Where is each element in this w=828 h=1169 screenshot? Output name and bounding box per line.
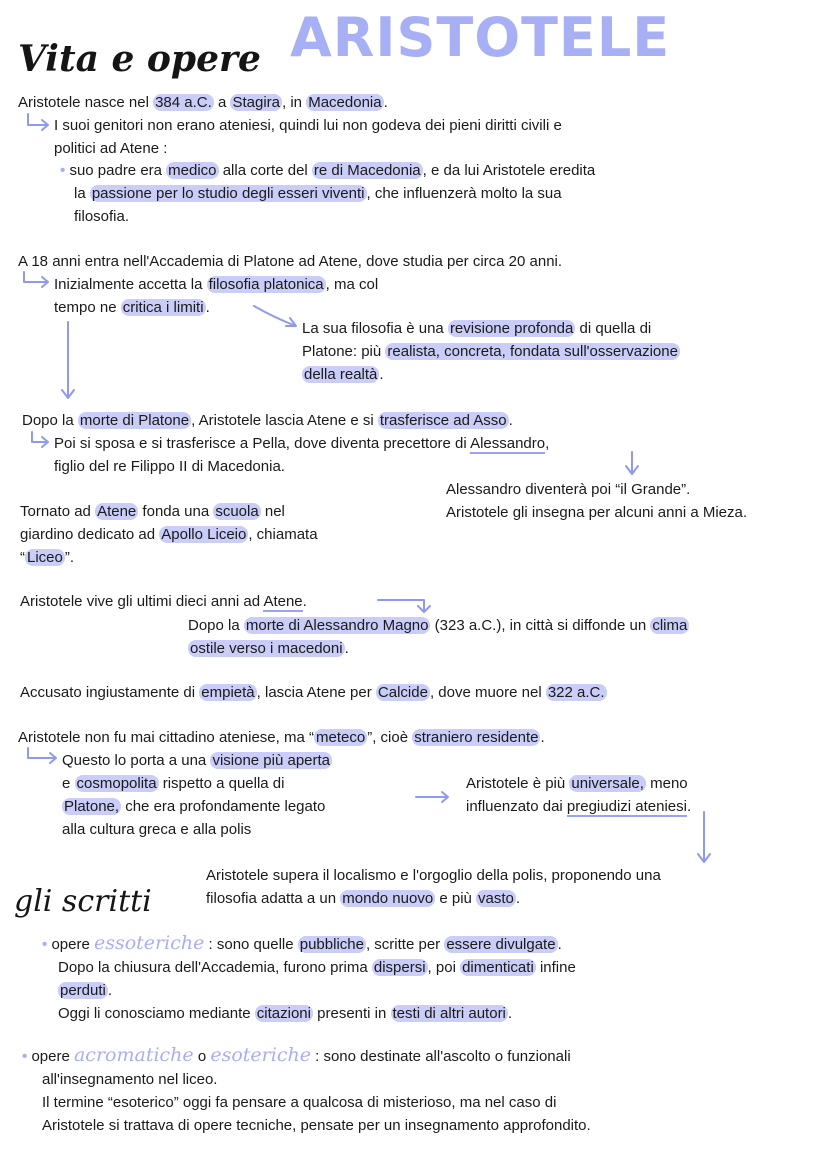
text-span: a [213, 94, 231, 111]
text-span: fonda una [138, 503, 214, 520]
highlight-death-year: 322 a.C. [547, 684, 605, 701]
text-span: Aristotele vive gli ultimi dieci anni ad [20, 593, 264, 610]
text-span: opere [31, 1048, 74, 1065]
text-span: . [344, 640, 349, 657]
text-span: alla corte del [218, 162, 312, 179]
text-span: di quella di [575, 320, 652, 337]
text-revision [302, 317, 680, 386]
text-exoteric [42, 932, 576, 1025]
highlight-platone: Platone, [64, 798, 120, 815]
text-universal [466, 772, 691, 818]
highlight-cosmopolita: cosmopolita [76, 775, 157, 792]
highlight-testi-altri: testi di altri autori [392, 1005, 506, 1022]
bullet-icon: • [22, 1048, 28, 1065]
text-accused [20, 681, 607, 704]
highlight-mondo-nuovo: mondo nuovo [342, 890, 434, 907]
text-span: rispetto a quella di [158, 775, 285, 792]
script-essoteriche: essoteriche [93, 932, 205, 954]
underline-pregiudizi: pregiudizi ateniesi [566, 798, 687, 815]
highlight-platonic: filosofia platonica [208, 276, 324, 293]
text-span: Questo lo porta a una [62, 752, 211, 769]
text-span: . [540, 729, 545, 746]
highlight-citazioni: citazioni [256, 1005, 311, 1022]
highlight-scuola: scuola [215, 503, 259, 520]
highlight-revisione: revisione profonda [449, 320, 574, 337]
highlight-universale: universale, [571, 775, 644, 792]
highlight-realista: realista, concreta, fondata sull'osservazione [387, 343, 678, 360]
text-span: presenti in [312, 1005, 391, 1022]
text-localism [206, 864, 661, 910]
text-span: , scritte per [365, 936, 445, 953]
text-father [60, 159, 595, 228]
highlight-empieta: empietà [201, 684, 255, 701]
text-span: ”. [64, 549, 75, 566]
text-span: tempo ne [54, 299, 121, 316]
text-line: figlio del re Filippo II di Macedonia. [54, 458, 285, 475]
section-heading-writings: gli scritti [14, 884, 152, 919]
text-birth [18, 91, 388, 114]
text-span: Poi si sposa e si trasferisce a Pella, dove diventa precettore di [54, 435, 471, 452]
highlight-birth-year: 384 a.C. [155, 94, 212, 111]
text-line: Aristotele gli insegna per alcuni anni a Mieza. [446, 504, 748, 521]
text-span: Oggi li conosciamo mediante [58, 1005, 255, 1022]
text-span: Tornato ad [20, 503, 96, 520]
underline-atene: Atene [263, 593, 303, 610]
text-meteco [18, 726, 545, 749]
text-academy [18, 250, 562, 273]
text-span: , Aristotele lascia Atene e si [191, 412, 378, 429]
text-span: , chiamata [248, 526, 318, 543]
text-span: Aristotele non fu mai cittadino ateniese, ma “ [18, 729, 314, 746]
highlight-critica: critica i limiti [122, 299, 204, 316]
bullet-icon: • [60, 162, 66, 179]
text-span: e più [435, 890, 477, 907]
bullet-icon: • [42, 936, 48, 953]
text-span: , poi [427, 959, 461, 976]
highlight-realta: della realtà [304, 366, 378, 383]
highlight-meteco: meteco [316, 729, 366, 746]
text-span: che era profondamente legato [121, 798, 326, 815]
highlight-atene: Atene [97, 503, 137, 520]
text-span: , dove muore nel [429, 684, 546, 701]
arrow-1 [28, 114, 48, 130]
text-span: giardino dedicato ad [20, 526, 160, 543]
highlight-ostile: ostile verso i macedoni [190, 640, 343, 657]
text-last-years [20, 590, 307, 613]
highlight-dimenticati: dimenticati [462, 959, 534, 976]
text-span: ”, cioè [367, 729, 413, 746]
text-span: “ [20, 549, 25, 566]
text-span: . [686, 798, 692, 815]
text-line: Alessandro diventerà poi “il Grande”. [446, 481, 691, 498]
highlight-straniero: straniero residente [414, 729, 539, 746]
text-span: infine [535, 959, 576, 976]
text-line: I suoi genitori non erano ateniesi, quindi lui non godeva dei pieni diritti civili e [54, 117, 562, 134]
text-span: . [383, 94, 388, 111]
highlight-visione: visione più aperta [212, 752, 331, 769]
text-parents [54, 114, 562, 160]
arrow-5 [32, 432, 48, 447]
text-span: Dopo la chiusura dell'Accademia, furono prima [58, 959, 372, 976]
highlight-pubbliche: pubbliche [299, 936, 364, 953]
text-span: Dopo la [22, 412, 78, 429]
highlight-divulgate: essere divulgate [446, 936, 556, 953]
script-esoteriche: esoteriche [210, 1044, 311, 1066]
text-span: la [74, 185, 90, 202]
arrow-2 [24, 272, 48, 287]
text-line: Aristotele supera il localismo e l'orgoglio della polis, proponendo una [206, 867, 661, 884]
page-title: ARISTOTELE [290, 6, 671, 69]
text-esoteric [22, 1044, 591, 1137]
text-span: : sono destinate all'ascolto o funzionali [310, 1048, 571, 1065]
text-span: e [62, 775, 75, 792]
text-span: , lascia Atene per [256, 684, 376, 701]
highlight-passion: passione per lo studio degli esseri viventi [91, 185, 365, 202]
text-span: opere [51, 936, 94, 953]
arrow-4 [62, 322, 74, 398]
text-line: Aristotele si trattava di opere tecniche, pensate per un insegnamento approfondito. [42, 1117, 591, 1134]
text-alexander-great [446, 478, 747, 524]
text-open-vision [62, 749, 332, 841]
text-span: La sua filosofia è una [302, 320, 448, 337]
arrow-6 [626, 452, 638, 474]
text-span: Platone: più [302, 343, 386, 360]
text-span: . [515, 890, 521, 907]
highlight-morte-alessandro: morte di Alessandro Magno [245, 617, 429, 634]
arrow-8 [28, 748, 56, 763]
text-span: Inizialmente accetta la [54, 276, 207, 293]
underline-alessandro: Alessandro [470, 435, 546, 452]
text-span: meno [645, 775, 688, 792]
text-span: . [107, 982, 113, 999]
text-line: politici ad Atene : [54, 140, 168, 157]
text-line: filosofia. [74, 208, 130, 225]
text-span: . [205, 299, 210, 316]
highlight-perduti: perduti [60, 982, 106, 999]
text-span: : sono quelle [204, 936, 298, 953]
arrow-7 [378, 600, 430, 612]
text-span: , che influenzerà molto la sua [366, 185, 562, 202]
arrow-9 [416, 792, 448, 802]
highlight-morte-platone: morte di Platone [79, 412, 190, 429]
text-span: Dopo la [188, 617, 244, 634]
highlight-asso: trasferisce ad Asso [379, 412, 507, 429]
text-lyceum [20, 500, 318, 569]
text-span: . [507, 1005, 513, 1022]
text-pella [54, 432, 549, 478]
text-span: filosofia adatta a un [206, 890, 341, 907]
text-line: alla cultura greca e alla polis [62, 821, 252, 838]
highlight-re-macedonia: re di Macedonia [313, 162, 421, 179]
text-line: Il termine “esoterico” oggi fa pensare a qualcosa di misterioso, ma nel caso di [42, 1094, 557, 1111]
text-plato-death [22, 409, 513, 432]
text-span: A 18 anni entra nell'Accademia di Platone ad Atene, dove studia per circa 20 anni. [18, 253, 563, 270]
text-span: (323 a.C.), in città si diffonde un [430, 617, 651, 634]
highlight-stagira: Stagira [232, 94, 281, 111]
text-line: all'insegnamento nel liceo. [42, 1071, 218, 1088]
section-heading-life: Vita e opere [18, 38, 261, 80]
text-span: , e da lui Aristotele eredita [422, 162, 596, 179]
text-span: Aristotele è più [466, 775, 570, 792]
highlight-apollo: Apollo Liceio [161, 526, 247, 543]
text-span: suo padre era [69, 162, 167, 179]
text-span: . [302, 593, 307, 610]
text-alexander-death [188, 614, 689, 660]
text-span: , [545, 435, 550, 452]
text-span: , ma col [325, 276, 379, 293]
text-span: o [193, 1048, 211, 1065]
text-span: , in [282, 94, 307, 111]
highlight-vasto: vasto [478, 890, 514, 907]
text-span: nel [260, 503, 285, 520]
highlight-liceo: Liceo [27, 549, 63, 566]
text-span: Aristotele nasce nel [18, 94, 154, 111]
script-acromatiche: acromatiche [73, 1044, 194, 1066]
highlight-macedonia: Macedonia [308, 94, 382, 111]
highlight-clima: clima [652, 617, 688, 634]
arrow-10 [698, 812, 710, 862]
text-span: . [508, 412, 513, 429]
highlight-calcide: Calcide [377, 684, 428, 701]
highlight-medico: medico [168, 162, 217, 179]
highlight-dispersi: dispersi [373, 959, 426, 976]
text-initial [54, 273, 378, 319]
text-span: Accusato ingiustamente di [20, 684, 200, 701]
text-span: influenzato dai [466, 798, 567, 815]
text-span: . [557, 936, 562, 953]
text-span: . [379, 366, 384, 383]
